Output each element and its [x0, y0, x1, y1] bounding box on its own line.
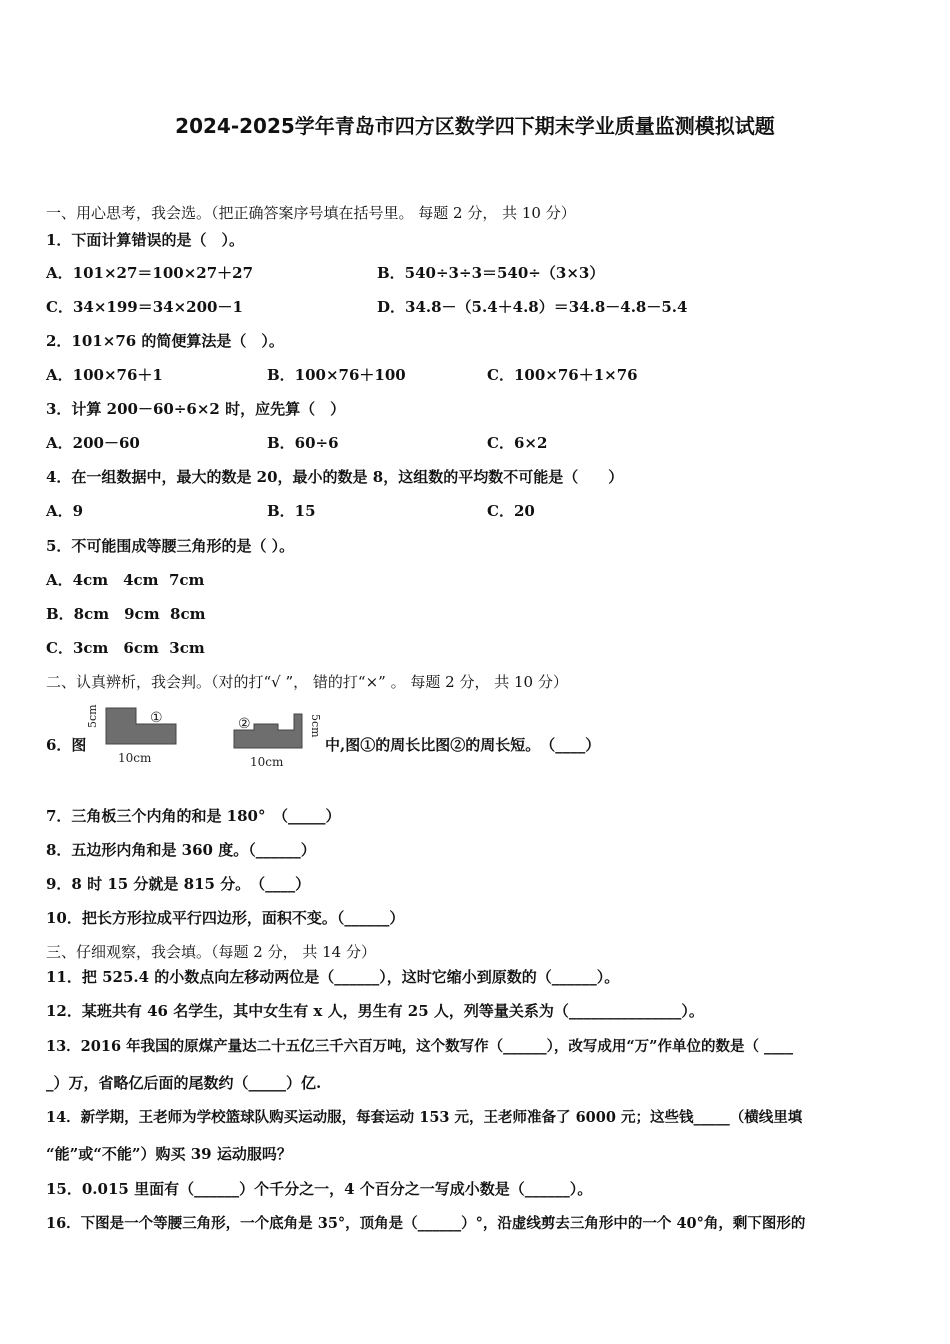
section-1-heading: 一、用心思考，我会选。（把正确答案序号填在括号里。 每题 2 分， 共 10 分） — [46, 204, 576, 222]
section-3-heading: 三、仔细观察，我会填。（每题 2 分， 共 14 分） — [46, 943, 376, 961]
question-15: 15．0.015 里面有（______）个千分之一，4 个百分之一写成小数是（______）。 — [46, 1180, 593, 1198]
question-4-option-a: A．9 — [46, 502, 84, 520]
figure-1 — [88, 704, 180, 770]
figure-1-marker: ① — [150, 710, 163, 726]
question-2-option-a: A．100×76＋1 — [46, 366, 163, 384]
question-4-option-c: C．20 — [487, 502, 535, 520]
section-2-heading: 二、认真辨析，我会判。（对的打“√ ”， 错的打“×” 。 每题 2 分， 共 10 分） — [46, 673, 568, 691]
figure-2-height-label: 5cm — [309, 714, 322, 738]
question-4-stem: 4．在一组数据中，最大的数是 20，最小的数是 8，这组数的平均数不可能是（ ） — [46, 468, 624, 486]
question-6-text: 中,图①的周长比图②的周长短。 （____） — [325, 736, 601, 754]
question-4-option-b: B．15 — [267, 502, 316, 520]
question-10: 10．把长方形拉成平行四边形，面积不变。（______） — [46, 909, 405, 927]
question-2-option-c: C．100×76＋1×76 — [487, 366, 638, 384]
question-1-option-b: B．540÷3÷3＝540÷（3×3） — [377, 264, 605, 282]
question-2-stem: 2．101×76 的简便算法是（ ）。 — [46, 332, 284, 350]
page-title: 2024-2025学年青岛市四方区数学四下期末学业质量监测模拟试题 — [175, 114, 775, 138]
question-14-line-2: “能”或“不能”）购买 39 运动服吗？ — [46, 1145, 292, 1163]
question-1-option-a: A．101×27＝100×27＋27 — [46, 264, 254, 282]
question-7: 7．三角板三个内角的和是 180° （_____） — [46, 807, 341, 825]
question-8: 8．五边形内角和是 360 度。（______） — [46, 841, 316, 859]
question-11: 11．把 525.4 的小数点向左移动两位是（______），这时它缩小到原数的（______）。 — [46, 968, 620, 986]
figure-1-width-label: 10cm — [118, 751, 152, 765]
question-5-option-b: B．8cm 9cm 8cm — [46, 605, 206, 623]
question-1-stem: 1．下面计算错误的是（ ）。 — [46, 231, 244, 249]
question-16: 16．下图是一个等腰三角形，一个底角是 35°，顶角是（______）°，沿虚线剪去三角形中的一个 40°角，剩下图形的 — [46, 1215, 806, 1232]
question-3-option-a: A．200－60 — [46, 434, 140, 452]
question-5-option-c: C．3cm 6cm 3cm — [46, 639, 205, 657]
figure-1-height-label: 5cm — [86, 704, 99, 728]
question-5-stem: 5．不可能围成等腰三角形的是（ ）。 — [46, 537, 295, 555]
figure-2 — [232, 710, 324, 772]
question-5-option-a: A．4cm 4cm 7cm — [46, 571, 205, 589]
question-13-line-2: _）万，省略亿后面的尾数约（_____）亿. — [46, 1074, 322, 1092]
question-2-option-b: B．100×76＋100 — [267, 366, 406, 384]
question-14-line-1: 14．新学期，王老师为学校篮球队购买运动服，每套运动 153 元，王老师准备了 6000 元；这些钱_____（横线里填 — [46, 1109, 803, 1126]
figure-2-marker: ② — [238, 716, 251, 732]
question-3-stem: 3．计算 200－60÷6×2 时，应先算（ ） — [46, 400, 346, 418]
question-12: 12．某班共有 46 名学生，其中女生有 x 人，男生有 25 人，列等量关系为（_______________）。 — [46, 1002, 704, 1020]
question-3-option-c: C．6×2 — [487, 434, 548, 452]
question-3-option-b: B．60÷6 — [267, 434, 339, 452]
question-6-prefix: 6．图 — [46, 736, 87, 754]
question-1-option-c: C．34×199＝34×200－1 — [46, 298, 243, 316]
question-9: 9．8 时 15 分就是 815 分。 （____） — [46, 875, 311, 893]
figure-2-width-label: 10cm — [250, 755, 284, 769]
question-1-option-d: D．34.8－（5.4＋4.8）＝34.8－4.8－5.4 — [377, 298, 688, 316]
question-13-line-1: 13．2016 年我国的原煤产量达二十五亿三千六百万吨，这个数写作（______），改写成用“万”作单位的数是（ ____ — [46, 1038, 794, 1055]
